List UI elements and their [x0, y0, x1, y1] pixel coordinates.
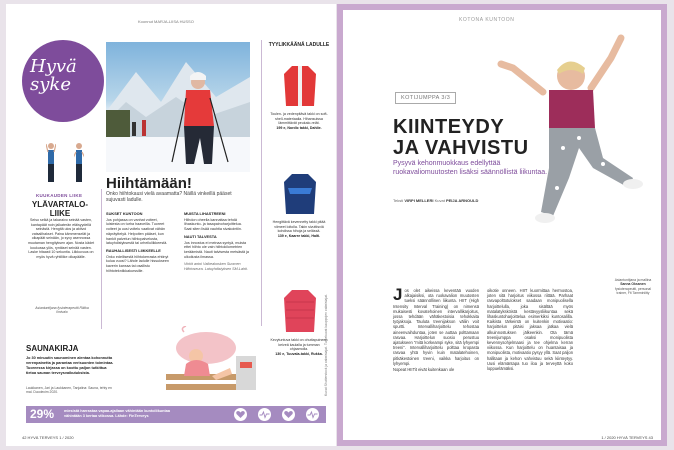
vertical-photo-credit: Kuvat Shutterstock ja valmistajat. Tuotekuvat kauppojen valmistajat.: [324, 294, 328, 396]
dropcap: J: [393, 285, 403, 304]
credit-text-label: Teksti: [393, 198, 404, 203]
skier-photo: [106, 42, 250, 172]
main-column-2: [184, 211, 250, 272]
col2-source: Vinkit antoi Valkeakosken Suomen Hiihtoseura. Latuyhdistyksen SM-Lahti.: [184, 262, 248, 272]
heart-icon: [234, 408, 247, 421]
gear-price-1: 199 e, Nordic takki, Dahlie.: [276, 125, 322, 130]
article-title-line2: JA VAHVISTU: [393, 137, 529, 159]
col1-text-2: Onko edellisestä hiihtokerrasta ehtinyt kulua vuosi? Lähde ladulle hissukseen kaverin kanssa tai osallistu hiihtotekniikkakurssille.: [106, 254, 169, 273]
column-divider: [101, 189, 102, 329]
credit-writer: VIRPI MELLERI: [404, 198, 434, 203]
left-page: [6, 4, 336, 446]
col2-sub-2: NAUTI TALVESTA: [184, 233, 217, 239]
article-deck: Pysyvä kehonmuokkaus edellyttää ruokavaliomuutosten lisäksi säännöllistä liikuntaa.: [393, 160, 548, 176]
stat-text: miesistä harrastaa vapaa-ajallaan vähintään kuntoliikuntaa vähintään 3 kertaa viikossa. Lähde: FinTerveys: [64, 409, 170, 418]
gear-price-2: 139 e, Kaarre takki, Halti.: [277, 233, 321, 238]
col1-text-1: Jos pohjassa on vanhat voiteet, luistesta on turha haaveilla. Tuoreet voiteet ja uusi voitelu vaativat vähän näpräyttelyä. Helpoiten pääset, kun hankit palvelun hiihtopalvelusta, latuyhdistyksestä tai urheiluliikkeestä.: [106, 217, 168, 246]
article-title: [393, 117, 529, 159]
footer-right: 1 / 2020 HYVÄ TERVEYS 43: [601, 435, 653, 440]
main-deck: Onko hiihtokausi vielä avaamatta? Näillä vinkeillä pääset sujuvasti ladulle.: [106, 191, 232, 204]
jacket-red: [282, 62, 318, 108]
stat-bar: [26, 406, 326, 423]
article-column-2: [487, 288, 573, 371]
series-label: KOTIJUMPPA 3/3: [395, 92, 456, 104]
credit-photo-label: Kuvat: [434, 198, 445, 203]
gear-desc-3-text: Kevytuntuva takki on ohuttapuineen keiveä kaulalla ja tumman ohjaamolla.: [270, 338, 328, 352]
main-title: Hiihtämään!: [106, 175, 192, 192]
article-column-1-text: os olet aikeissa keventää vuoden alkajaisiksi, ota ruokavalion muutosten tueksi säännöllinen liikunta. HIIT (High Intensity Interval Training) on nimensä mukaisesti kovatehoinen intervallikarjoitus, jossa tehdään vähäkestoisia tehokkaita työjaksoja. Tauluta treenijakson väliin voit spurtti. Intervalliharjoittelu tehostaa aineenvaihduntaa, joten se auttaa polttamaan rasvaa. Harjoittelun suosio perustuu ajatukseen “mitä korkeampi syke, sitä lyhyempi treeni”. Intervalliharjoittelu polttaa kropasta rasvaa yhtä hyvin kuin matalatehoinen, pitkäkestoinen treeni, vaikka harjoitus on lyhyempi.: [393, 288, 479, 366]
article-column-1-tail: Nopeat HIITit eivät kuitenkaan ole: [393, 367, 455, 373]
gear-desc-3: [270, 338, 328, 356]
side-caption: Asiantuntijana fysioterapeutti Riikka Ilmivalo: [35, 306, 89, 315]
gear-title: TYYLIKKÄÄNÄ LADULLE: [268, 42, 330, 48]
jacket-blue: [282, 170, 318, 216]
exercise-figure-2: [74, 142, 84, 184]
side-body: Seiso selkä ja takaraivo seinää vasten, kantapäät noin jalkaterän etäisyydellä seinästä. Hengitä ulos ja aktivoi vatsalihakset. Paina kämmenselät ja olkapäät seinään, jo syvy asennossa muutaman hengityksen ajan. Nosta kädet koukussa ylös, ryntäset seinää vasten. Laske hitaasti 10 sekuntia. Liikkuvuus on myös hyvä ryhtiliike olkapäälle.: [27, 218, 95, 259]
byline-top: Koonnut MARJA-LIISA HUSSO: [138, 19, 194, 24]
side-kicker: KUUKAUDEN LIIKE: [36, 193, 83, 198]
side-title: YLÄVARTALO-LIIKE: [31, 200, 89, 218]
athlete-caption-intro: Asiantuntijana ja mallina: [614, 278, 652, 282]
sauna-title: SAUNAKIRJA: [26, 344, 79, 353]
col1-sub-2: RAUHALLISESTI LIIKKEELLE: [106, 247, 161, 253]
sauna-source: Laukkanen, Jari ja Laukkanen, Tanjaiina: Sauna, tehty en mal. Duodecim 2020.: [26, 386, 112, 395]
jacket-pink: [282, 286, 318, 334]
gear-desc-2: [270, 220, 328, 238]
right-page: [337, 4, 667, 446]
article-title-line1: KIINTEYDY: [393, 116, 505, 138]
article-credit: [393, 198, 478, 203]
col1-sub-1: SUKSET KUNTOON: [106, 211, 143, 216]
col2-text-1: Hiihdon oheella kannattaa tehdä lihaskunto- ja tasapainoharjoittelua. Saat siten lisää vauhtia sivakointiin.: [184, 217, 243, 232]
heart-icon-2: [282, 408, 295, 421]
main-column-1: [106, 211, 172, 273]
gear-desc-1-text: Toulen- ja vedenpitävä takki on soft-shell-materiaalia. Hihansuissa lämmittävät peukalo-reiät.: [270, 112, 328, 126]
heartbeat-icon-2: [306, 408, 319, 421]
gear-desc-1: [270, 112, 328, 130]
section-label: KOTONA KUNTOON: [459, 17, 515, 23]
athlete-caption: [611, 278, 655, 296]
credit-photographer: PEIJA ARNOULD: [445, 198, 479, 203]
footer-left: 42 HYVÄ TERVEYS 1 / 2020: [22, 435, 74, 440]
exercise-figure-1: [46, 142, 56, 184]
athlete-name: Sanna Oksanen: [620, 282, 646, 287]
col2-sub-1: MUISTA LIHASTREENI: [184, 211, 226, 216]
sauna-illustration: [156, 326, 262, 402]
gear-price-3: 130 e, Tuuvala-takki, Rukka.: [275, 351, 323, 356]
athlete-caption-rest: fysioterapeutti, personal trainer, Fit Tamminiitty: [615, 286, 651, 296]
hyva-syke-title: Hyvä syke: [30, 56, 77, 95]
gear-desc-2-text: Hengittävä kevennetty takki pitää viimeet loitolla. Takin sivuttisviä kohdissa hihoja ja selässä.: [272, 220, 326, 234]
heartbeat-icon: [258, 408, 271, 421]
sauna-body-text: Jo 30 minuutin saunominen alentaa kohonnutta verenpainetta ja parantaa verisuonten toimintaa. Tuoreessa kirjassa on koottu paljon tutkittua tietoa saunan terveysvaikutuksista.: [26, 356, 114, 375]
article-column-2-text: oikotie onneen. HIIT kuormittaa hermostoa, joten sitä harjoitus viikossa riittää. Parhaat rasvapolttotulokset saadaan monipuolisella harjoittelulla, joka sisältää myös matalatyksköistä kestävyysliikuntaa sekä lihaskuntoharjoittelua esimerkiksi kuntosalilla. Kaikista tärkeintä on kuitenkin motivaatio: harjoittelun pitäisi jaksaa jatkaa vielä alkuinnostuksen jälkeenkin. Ota tämä treenijumppa osaksi monipuolista kevennysohjelmaasi ja tee ohjelma kerran viikossa. Kun harjoittelu on huantaisaa ja monipuolista, motivaatio pysyy yllä. Saat paljon hallitaan ja kehon vahvistuu sekä kiinteytyy. Uusi elämäntapa tuo iloa ja terveyttä koko loppuelämäksi.: [487, 288, 573, 372]
col2-text-2: Jos innostus ei meinaa syntyä, muista ettei hiihto ole vain hiihtokilometrien keräämistä. Nauti talvisesta metsästä ja ulkoilusta ilmassa.: [184, 240, 249, 259]
sauna-body: [26, 356, 116, 376]
stat-number: 29%: [30, 407, 55, 421]
article-column-1: [393, 285, 479, 373]
right-page-inner: [343, 10, 661, 440]
